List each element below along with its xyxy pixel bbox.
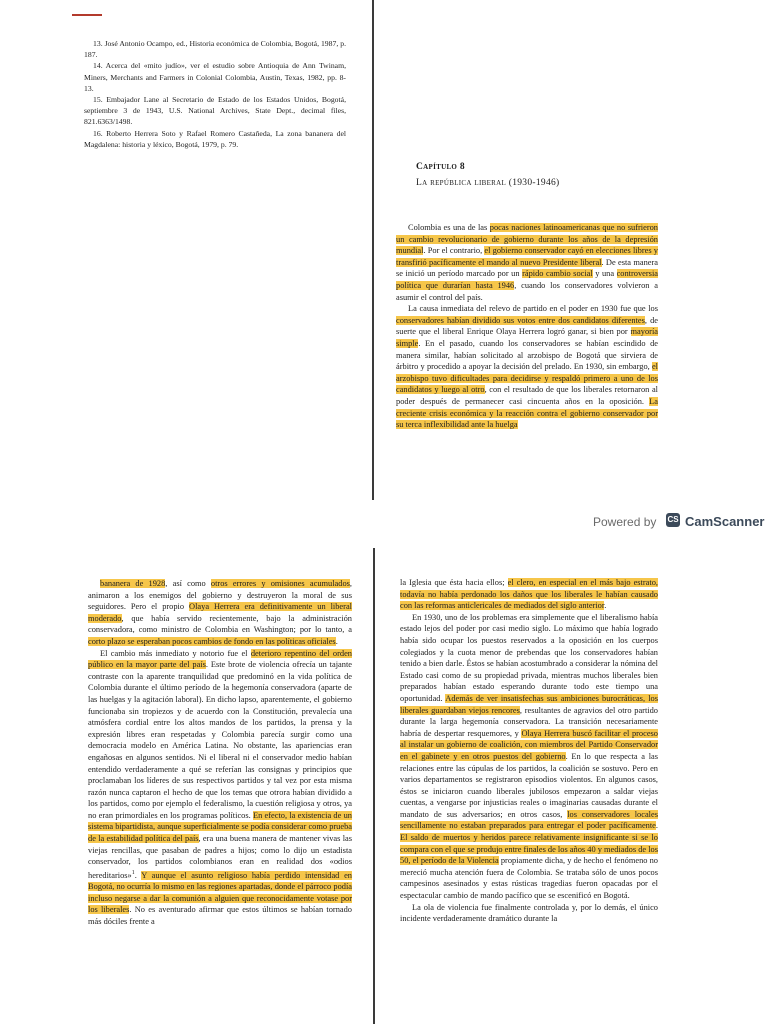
chapter-title: La república liberal (1930-1946) xyxy=(416,178,560,188)
book-spine-top xyxy=(372,0,374,500)
text-run: . En lo que respecta a las relaciones entre las cúpulas de los partidos, la coalición se sostuvo. Pero en varios departamentos se registraron episodios violentos. En algunos casos, éstos se iniciaron cuando liberales jubilosos empezaron a saldar viejas cuentas, a vengarse por injusticias reales o imaginarias causadas durante el mandato de sus adversarios; en otros casos, xyxy=(400,751,658,819)
paragraph xyxy=(400,577,658,612)
highlighted-text: pocas naciones latinoamericanas que no sufrieron un cambio revolucionario de gobierno durante los años de la depresión mundial xyxy=(396,223,658,256)
text-run: El cambio más inmediato y notorio fue el xyxy=(100,648,251,658)
paragraph xyxy=(88,648,352,928)
left-page-body-text xyxy=(88,578,352,928)
paragraph xyxy=(396,303,658,431)
camscanner-brand: CamScanner xyxy=(685,514,765,529)
paragraph xyxy=(396,222,658,303)
text-run: . Por el contrario, xyxy=(423,246,485,256)
footnote: 14. Acerca del «mito judío», ver el estudio sobre Antioquia de Ann Twinam, Miners, Merchants and Farmers in Colonial Colombia, Austin, Texas, 1982, pp. 8-13. xyxy=(84,61,346,93)
highlighted-text: conservadores habían dividido sus votos entre dos candidatos diferentes xyxy=(396,315,645,325)
chapter-number: Capítulo 8 xyxy=(416,162,465,172)
text-run: . xyxy=(655,821,658,831)
highlighted-text: el gobierno conservador cayó en elecciones libres y transfirió pacíficamente el mando al nuevo Presidente liberal xyxy=(396,246,658,267)
text-run: La ola de violencia fue finalmente controlada y, por lo demás, el único incidente verdaderamente dramático durante la xyxy=(400,902,658,924)
text-run: , era una buena manera de mantener vivas las viejas rencillas, que pasaban de padres a hijos; como lo dijo un estadista conservador, los partidos colombianos eran en realidad dos «odios hereditarios» xyxy=(88,834,352,880)
text-run: . xyxy=(335,636,338,646)
red-bookmark-mark xyxy=(72,14,102,16)
highlighted-text: La creciente crisis económica y la reacción contra el gobierno conservador por su terca inflexibilidad ante la huelga xyxy=(396,396,658,430)
highlighted-text: rápido cambio social xyxy=(522,269,593,279)
footnote: 13. José Antonio Ocampo, ed., Historia económica de Colombia, Bogotá, 1987, p. 187. xyxy=(84,39,346,60)
highlighted-text: Además de ver insatisfechas sus ambiciones burocráticas, los liberales guardaban viejos rencores xyxy=(400,693,658,715)
text-run: , de suerte que el liberal Enrique Olaya Herrera logró ganar, si bien por xyxy=(396,315,659,337)
text-run: En 1930, uno de los problemas era simplemente que el liberalismo había estado lejos del poder por casi medio siglo. Lo máximo que había logrado había sido ocupar los puestos reservados a la oposición en los cuerpos colegiados y la cuota menor de prebendas que los conservadores habían tenido a bien darle. Éstos se habían acostumbrado a considerar la nómina del Estado casi como de su propiedad privada, mientras muchos liberales bien preparados habían estado esperando durante todo este tiempo una oportunidad. xyxy=(400,612,658,703)
text-run: . Este brote de violencia ofrecía un tajante contraste con la aparente tranquilidad que predominó en la vida política de Colombia durante el último período de la hegemonía conservadora (aparte de las huelgas y la agitación laboral). En dicho lapso, aparentemente, el gobierno funcionaba sin tropiezos y de acuerdo con la Constitución, prevalecía una atmósfera cordial entre los altos mandos de los partidos, la prensa y la expresión libres eran respetadas y Colombia parecía surgir como una democracia modelo en América Latina. No obstante, las apariencias eran engañosas en algunos sentidos. Ni el liberal ni el conservador medio habían entendido verdaderamente a qué se referían las consignas y principios que proclamaban los líderes de sus respectivos partidos y tal vez por esta misma razón nunca captaron el hecho de que los temas que otrora habían dividido a los partidos, como por ejemplo el federalismo, la cuestión religiosa y otros, ya no eran primordiales en los programas políticos. xyxy=(88,660,352,820)
paragraph xyxy=(400,902,658,925)
highlighted-text: otros errores y omisiones acumulados xyxy=(210,579,350,588)
highlighted-text: el arzobispo tuvo dificultades para decidirse y respaldó primero a uno de los candidatos y luego al otro xyxy=(396,362,658,395)
highlighted-text: el clero, en especial en el más bajo estrato, todavía no había perdonado los daños que los liberales le habían causado con las reformas anticlericales de mediados del siglo anterior xyxy=(400,578,659,611)
highlighted-text: Y aunque el asunto religioso había perdido intensidad en Bogotá, no ocurría lo mismo en las regiones apartadas, donde el párroco podía incluso negarse a dar la comunión a alguien que reconocidamente votase por los liberales xyxy=(88,870,352,915)
text-run: y una xyxy=(592,269,617,279)
text-run: , que había servido recientemente, bajo la administración conservadora, como ministro de Colombia en Washington; por lo tanto, a xyxy=(88,613,352,635)
powered-by-label: Powered by xyxy=(593,515,657,529)
paragraph xyxy=(400,612,658,902)
text-run: . xyxy=(604,601,607,611)
text-run: . No es aventurado afirmar que estos últimos se habían tornado más dóciles frente a xyxy=(88,905,352,927)
text-run: , resultantes de agravios del otro partido durante la larga hegemonía conservadora. La transición necesariamente habría de despertar resquemores, y xyxy=(400,705,658,738)
highlighted-text: mayoría simple xyxy=(396,327,658,348)
camscanner-logo-icon: CS xyxy=(666,513,680,527)
chapter-body-text xyxy=(396,222,658,431)
text-run: , así como xyxy=(165,579,211,588)
text-run: la Iglesia que ésta hacia ellos; xyxy=(400,578,508,587)
text-run: propiamente dicha, y de hecho el fenómeno no mereció mucha atención fuera de Colombia. Se trataba sólo de unos pocos campesinos asesinados y estas rústicas tragedias fueron opacadas por el espectacular cambio de mando pacífico que se escenificó en Bogotá. xyxy=(400,856,658,901)
highlighted-text: Olaya Herrera era definitivamente un liberal moderado xyxy=(88,602,352,623)
text-run: , animaron a los enemigos del gobierno y destruyeron la moral de sus seguidores. Pero el propio xyxy=(88,579,352,612)
footnote: 15. Embajador Lane al Secretario de Estado de los Estados Unidos, Bogotá, septiembre 3 de 1943, U.S. National Archives, State Dept., decimal files, 821.6363/1498. xyxy=(84,95,346,127)
text-run: . De esta manera se inició un período marcado por un xyxy=(396,257,658,279)
right-page-body-text xyxy=(400,577,658,925)
text-run: . En el pasado, cuando los conservadores se habían escindido de manera similar, habían solicitado al arzobispo de Bogotá que sirviera de árbitro y procedido a apoyar la decisión del prelado. En 1930, sin embargo, xyxy=(396,338,658,372)
highlighted-text: Olaya Herrera buscó facilitar el proceso al instalar un gobierno de coalición, con miembros del Partido Conservador en el gabinete y en otros puestos del gobierno xyxy=(400,728,658,761)
text-run: Colombia es una de las xyxy=(408,223,490,232)
highlighted-text: bananera de 1928 xyxy=(100,579,166,588)
highlighted-text: deterioro repentino del orden público en la mayor parte del país xyxy=(88,648,352,670)
highlighted-text: El saldo de muertos y heridos parece relativamente insignificante si se lo compara con el que se produjo entre finales de los años 40 y mediados de los 50, el período de la Violencia xyxy=(400,833,658,866)
text-run: . xyxy=(134,870,142,880)
text-run: , con el resultado de que los liberales retornaron al poder después de permanecer casi cincuenta años en la oposición. xyxy=(396,385,658,406)
book-spine-bottom xyxy=(373,548,375,1024)
highlighted-text: controversia política que durarían hasta 1946 xyxy=(396,269,658,290)
text-run: , cuando los conservadores volvieron a asumir el control del país. xyxy=(396,280,658,302)
paragraph xyxy=(88,578,352,648)
text-run: La causa inmediata del relevo de partido en el poder en 1930 fue que los xyxy=(408,304,658,314)
footnotes-block xyxy=(84,38,346,150)
highlighted-text: En efecto, la existencia de un sistema bipartidista, aunque superficialmente se podía considerar como prueba de la estabilidad política del país xyxy=(88,810,352,844)
highlighted-text: corto plazo se esperaban pocos cambios de fondo en las políticas oficiales xyxy=(88,636,336,646)
footnote: 16. Roberto Herrera Soto y Rafael Romero Castañeda, La zona bananera del Magdalena: historia y léxico, Bogotá, 1979, p. 79. xyxy=(84,128,346,149)
footnote-marker: 1 xyxy=(131,869,135,876)
highlighted-text: los conservadores locales sencillamente no estaban preparados para entregar el poder pacíficamente xyxy=(400,809,658,831)
